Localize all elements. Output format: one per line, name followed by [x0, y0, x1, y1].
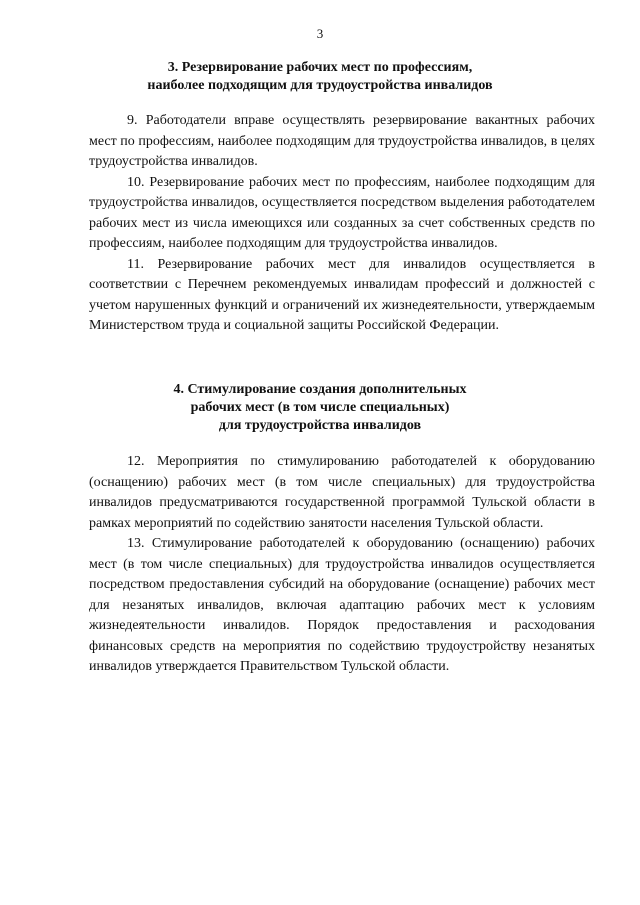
- section-3-body: [89, 111, 595, 337]
- paragraph-10: 10. Резервирование рабочих мест по профессиям, наиболее подходящим для трудоустройства инвалидов, осуществляется посредством выделения работодателем рабочих мест из числа имеющихся или созданных за счет собственных средств по профессиям, наиболее подходящим для трудоустройства инвалидов.: [89, 174, 595, 251]
- section-4-body: [89, 452, 595, 678]
- paragraph-13: 13. Стимулирование работодателей к оборудованию (оснащению) рабочих мест (в том числе специальных) для трудоустройства инвалидов осуществляется посредством предоставления субсидий на оборудование (оснащение) рабочих мест для незанятых инвалидов, включая адаптацию рабочих мест к условиям жизнедеятельности инвалидов. Порядок предоставления и расходования финансовых средств на мероприятия по содействию трудоустройству незанятых инвалидов утверждается Правительством Тульской области.: [89, 536, 595, 674]
- section-4-title-line: для трудоустройства инвалидов: [218, 418, 422, 433]
- section-4-title-line: 4. Стимулирование создания дополнительных: [173, 382, 467, 397]
- section-3-title-line: 3. Резервирование рабочих мест по профессиям,: [167, 60, 473, 75]
- paragraph-11: 11. Резервирование рабочих мест для инвалидов осуществляется в соответствии с Перечнем рекомендуемых инвалидам профессий и должностей с учетом нарушенных функций и ограничений их жизнедеятельности, утверждаемым Министерством труда и социальной защиты Российской Федерации.: [89, 256, 595, 333]
- section-3-title-line: наиболее подходящим для трудоустройства инвалидов: [147, 78, 493, 93]
- section-4-title: [0, 381, 640, 435]
- section-4-title-line: рабочих мест (в том числе специальных): [190, 400, 450, 415]
- paragraph-12: 12. Мероприятия по стимулированию работодателей к оборудованию (оснащению) рабочих мест (в том числе специальных) для трудоустройства инвалидов предусматриваются государственной программой Тульской области в рамках мероприятий по содействию занятости населения Тульской области.: [89, 454, 595, 531]
- section-3-title: [0, 59, 640, 95]
- page-number: 3: [316, 26, 324, 41]
- paragraph-9: 9. Работодатели вправе осуществлять резервирование вакантных рабочих мест по профессиям, наиболее подходящим для трудоустройства инвалидов, в целях трудоустройства инвалидов.: [89, 113, 595, 169]
